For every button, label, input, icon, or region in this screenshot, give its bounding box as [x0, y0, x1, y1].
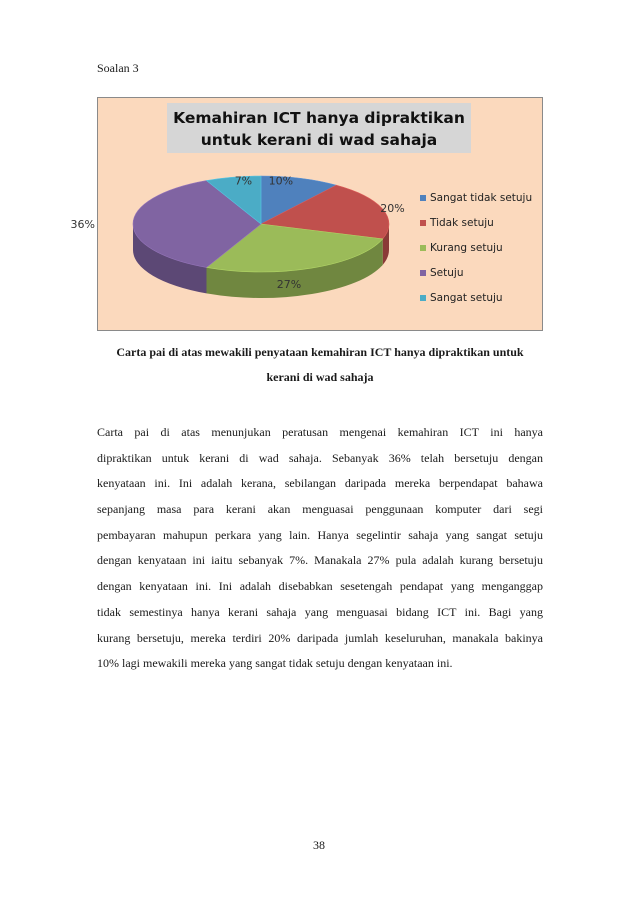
caption-line: kerani di wad sahaja [266, 370, 374, 384]
chart-legend [420, 191, 532, 316]
page-number: 38 [313, 838, 325, 852]
legend-label: Tidak setuju [430, 217, 494, 229]
legend-item [420, 191, 532, 216]
legend-label: Sangat tidak setuju [430, 192, 533, 204]
paragraph-line: Carta pai di atas menunjukan peratusan mengenai kemahiran ICT ini hanya [97, 425, 543, 439]
chart-title-line: untuk kerani di wad sahaja [200, 131, 438, 149]
chart-title-line: Kemahiran ICT hanya dipraktikan [173, 109, 465, 127]
paragraph-line: kenyataan ini. Ini adalah kerana, sebilangan daripada mereka berpendapat bahawa [97, 476, 543, 491]
paragraph-line: dipraktikan untuk kerani di wad sahaja. Sebanyak 36% telah bersetuju dengan [97, 450, 543, 465]
chart-caption [97, 340, 543, 390]
legend-label: Kurang setuju [430, 242, 503, 254]
legend-item [420, 266, 532, 291]
legend-swatch [420, 270, 426, 276]
pie-chart [70, 150, 405, 320]
data-label: 10% [268, 174, 294, 188]
paragraph-line: kurang bersetuju, mereka terdiri 20% daripada jumlah keseluruhan, manakala bakinya [97, 630, 543, 645]
paragraph-line: pembayaran mahupun perkara yang lain. Hanya segelintir sahaja yang sangat setuju [97, 527, 543, 542]
legend-swatch [420, 220, 426, 226]
data-label: 20% [380, 201, 405, 215]
data-label: 36% [70, 218, 95, 231]
legend-swatch [420, 195, 426, 201]
paragraph-line: dengan kenyataan ini. Ini adalah disebabkan sesetengah pendapat yang menganggap [97, 579, 543, 594]
section-heading: Soalan 3 [97, 61, 139, 75]
data-label: 7% [234, 174, 253, 188]
caption-line: Carta pai di atas mewakili penyataan kemahiran ICT hanya dipraktikan untuk [116, 345, 524, 359]
legend-item [420, 241, 532, 266]
legend-label: Setuju [430, 267, 464, 279]
body-paragraph [97, 420, 543, 677]
chart-title [167, 103, 471, 153]
legend-item [420, 291, 532, 316]
paragraph-line: 10% lagi mewakili mereka yang sangat tidak setuju dengan kenyataan ini. [97, 656, 453, 671]
legend-swatch [420, 245, 426, 251]
paragraph-line: dengan kenyataan ini iaitu sebanyak 7%. Manakala 27% pula adalah kurang bersetuju [97, 553, 543, 568]
legend-label: Sangat setuju [430, 292, 503, 304]
paragraph-line: sepanjang masa para kerani akan menguasai penggunaan komputer dari segi [97, 502, 543, 517]
paragraph-line: tidak semestinya hanya kerani sahaja yang menguasai bidang ICT ini. Bagi yang [97, 604, 543, 619]
data-label: 27% [276, 278, 302, 292]
legend-item [420, 216, 532, 241]
legend-swatch [420, 295, 426, 301]
